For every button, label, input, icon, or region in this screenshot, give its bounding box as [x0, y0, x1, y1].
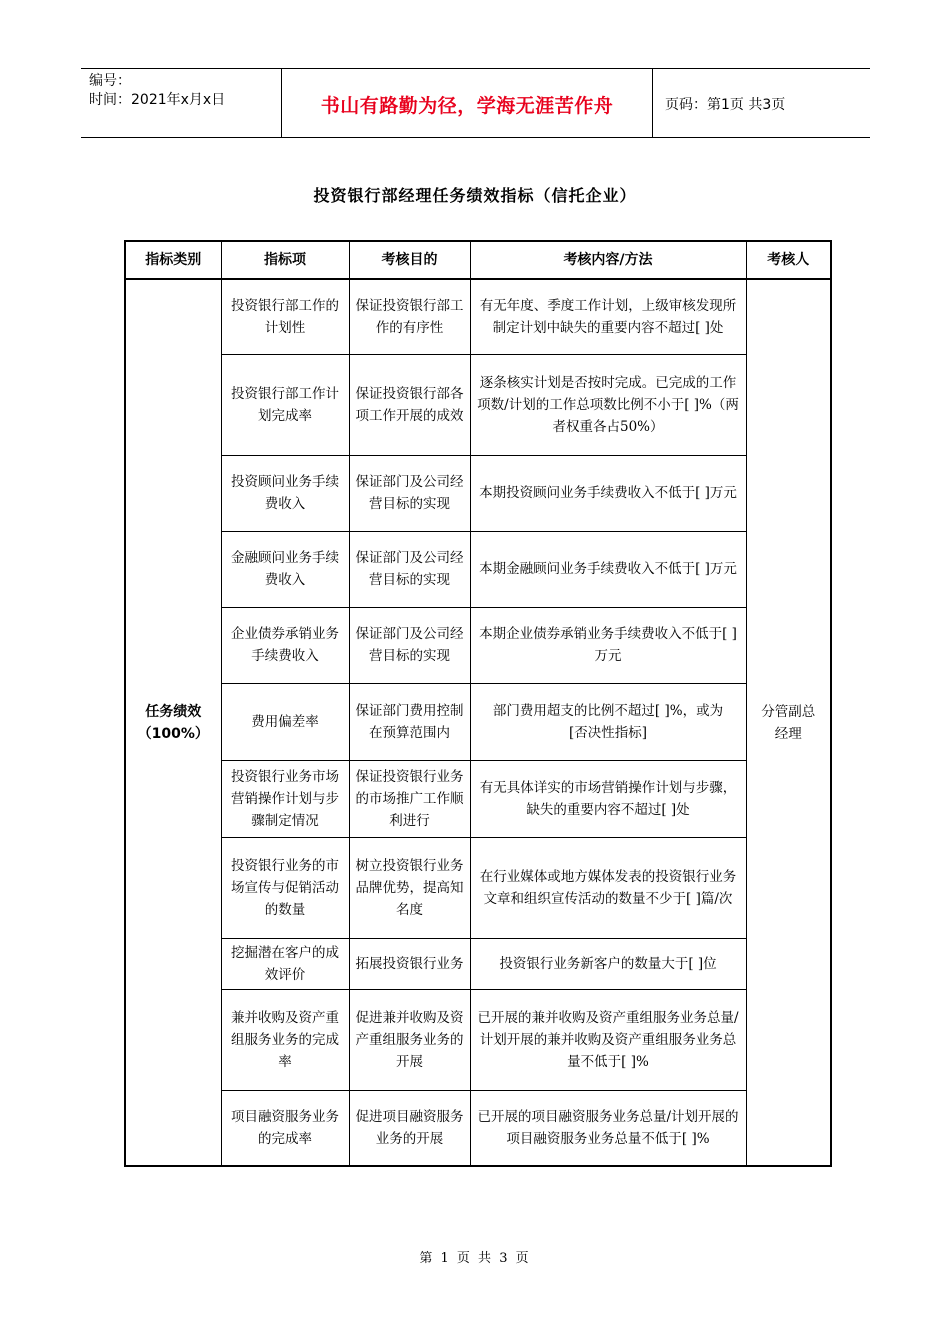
motto: 书山有路勤为径，学海无涯苦作舟	[320, 95, 614, 117]
item-cell: 项目融资服务业务的完成率	[221, 1090, 349, 1166]
item-cell: 投资银行业务的市场宣传与促销活动的数量	[221, 837, 349, 938]
table-row	[125, 683, 831, 760]
item-cell: 费用偏差率	[221, 683, 349, 760]
content-cell: 有无年度、季度工作计划，上级审核发现所制定计划中缺失的重要内容不超过[ ]处	[470, 279, 746, 354]
header-assessor: 考核人	[746, 241, 831, 279]
header-item: 指标项	[221, 241, 349, 279]
table-row	[125, 531, 831, 607]
content-cell: 逐条核实计划是否按时完成。已完成的工作项数/计划的工作总项数比例不小于[ ]%（两者权重各占50%）	[470, 354, 746, 455]
page-info: 页码：第1页 共3页	[665, 97, 786, 113]
category-cell	[125, 279, 221, 1166]
purpose-cell: 保证部门及公司经营目标的实现	[349, 607, 470, 683]
assessor-cell: 分管副总经理	[746, 279, 831, 1166]
header-motto-box	[282, 69, 653, 137]
table-row	[125, 837, 831, 938]
item-cell: 投资银行部工作的计划性	[221, 279, 349, 354]
table-row	[125, 607, 831, 683]
page-header	[81, 68, 870, 138]
content-cell: 在行业媒体或地方媒体发表的投资银行业务文章和组织宣传活动的数量不少于[ ]篇/次	[470, 837, 746, 938]
category-label: 任务绩效	[145, 703, 202, 720]
header-page-box	[653, 69, 870, 137]
header-purpose: 考核目的	[349, 241, 470, 279]
page-footer: 第 1 页 共 3 页	[419, 1251, 531, 1266]
header-meta	[81, 69, 282, 137]
purpose-cell: 保证投资银行部各项工作开展的成效	[349, 354, 470, 455]
purpose-cell: 保证部门及公司经营目标的实现	[349, 531, 470, 607]
purpose-cell: 促进项目融资服务业务的开展	[349, 1090, 470, 1166]
document-title: 投资银行部经理任务绩效指标（信托企业）	[313, 186, 637, 205]
purpose-cell: 拓展投资银行业务	[349, 938, 470, 989]
table-row	[125, 938, 831, 989]
purpose-cell: 保证投资银行业务的市场推广工作顺利进行	[349, 760, 470, 837]
category-weight: （100%）	[137, 725, 209, 742]
table-row	[125, 1090, 831, 1166]
purpose-cell: 保证部门及公司经营目标的实现	[349, 455, 470, 531]
item-cell: 投资银行部工作计划完成率	[221, 354, 349, 455]
content-cell: 有无具体详实的市场营销操作计划与步骤，缺失的重要内容不超过[ ]处	[470, 760, 746, 837]
header-content: 考核内容/方法	[470, 241, 746, 279]
table-row	[125, 455, 831, 531]
content-cell: 已开展的项目融资服务业务总量/计划开展的项目融资服务业务总量不低于[ ]%	[470, 1090, 746, 1166]
purpose-cell: 保证部门费用控制在预算范围内	[349, 683, 470, 760]
table-header-row	[125, 241, 831, 279]
content-cell: 已开展的兼并收购及资产重组服务业务总量/计划开展的兼并收购及资产重组服务业务总量不低于[ ]%	[470, 989, 746, 1090]
content-cell: 本期投资顾问业务手续费收入不低于[ ]万元	[470, 455, 746, 531]
item-cell: 兼并收购及资产重组服务业务的完成率	[221, 989, 349, 1090]
content-cell: 本期金融顾问业务手续费收入不低于[ ]万元	[470, 531, 746, 607]
number-label: 编号：	[89, 73, 131, 89]
performance-table	[124, 240, 832, 1167]
item-cell: 投资顾问业务手续费收入	[221, 455, 349, 531]
purpose-cell: 保证投资银行部工作的有序性	[349, 279, 470, 354]
table-row	[125, 354, 831, 455]
item-cell: 投资银行业务市场营销操作计划与步骤制定情况	[221, 760, 349, 837]
table-row	[125, 279, 831, 354]
purpose-cell: 树立投资银行业务品牌优势，提高知名度	[349, 837, 470, 938]
content-cell: 本期企业债券承销业务手续费收入不低于[ ]万元	[470, 607, 746, 683]
item-cell: 挖掘潜在客户的成效评价	[221, 938, 349, 989]
time-label: 时间：2021年x月x日	[89, 92, 226, 108]
table-row	[125, 989, 831, 1090]
content-cell: 投资银行业务新客户的数量大于[ ]位	[470, 938, 746, 989]
content-cell: 部门费用超支的比例不超过[ ]%，或为[否决性指标]	[470, 683, 746, 760]
purpose-cell: 促进兼并收购及资产重组服务业务的开展	[349, 989, 470, 1090]
table-row	[125, 760, 831, 837]
header-category: 指标类别	[125, 241, 221, 279]
item-cell: 企业债券承销业务手续费收入	[221, 607, 349, 683]
item-cell: 金融顾问业务手续费收入	[221, 531, 349, 607]
